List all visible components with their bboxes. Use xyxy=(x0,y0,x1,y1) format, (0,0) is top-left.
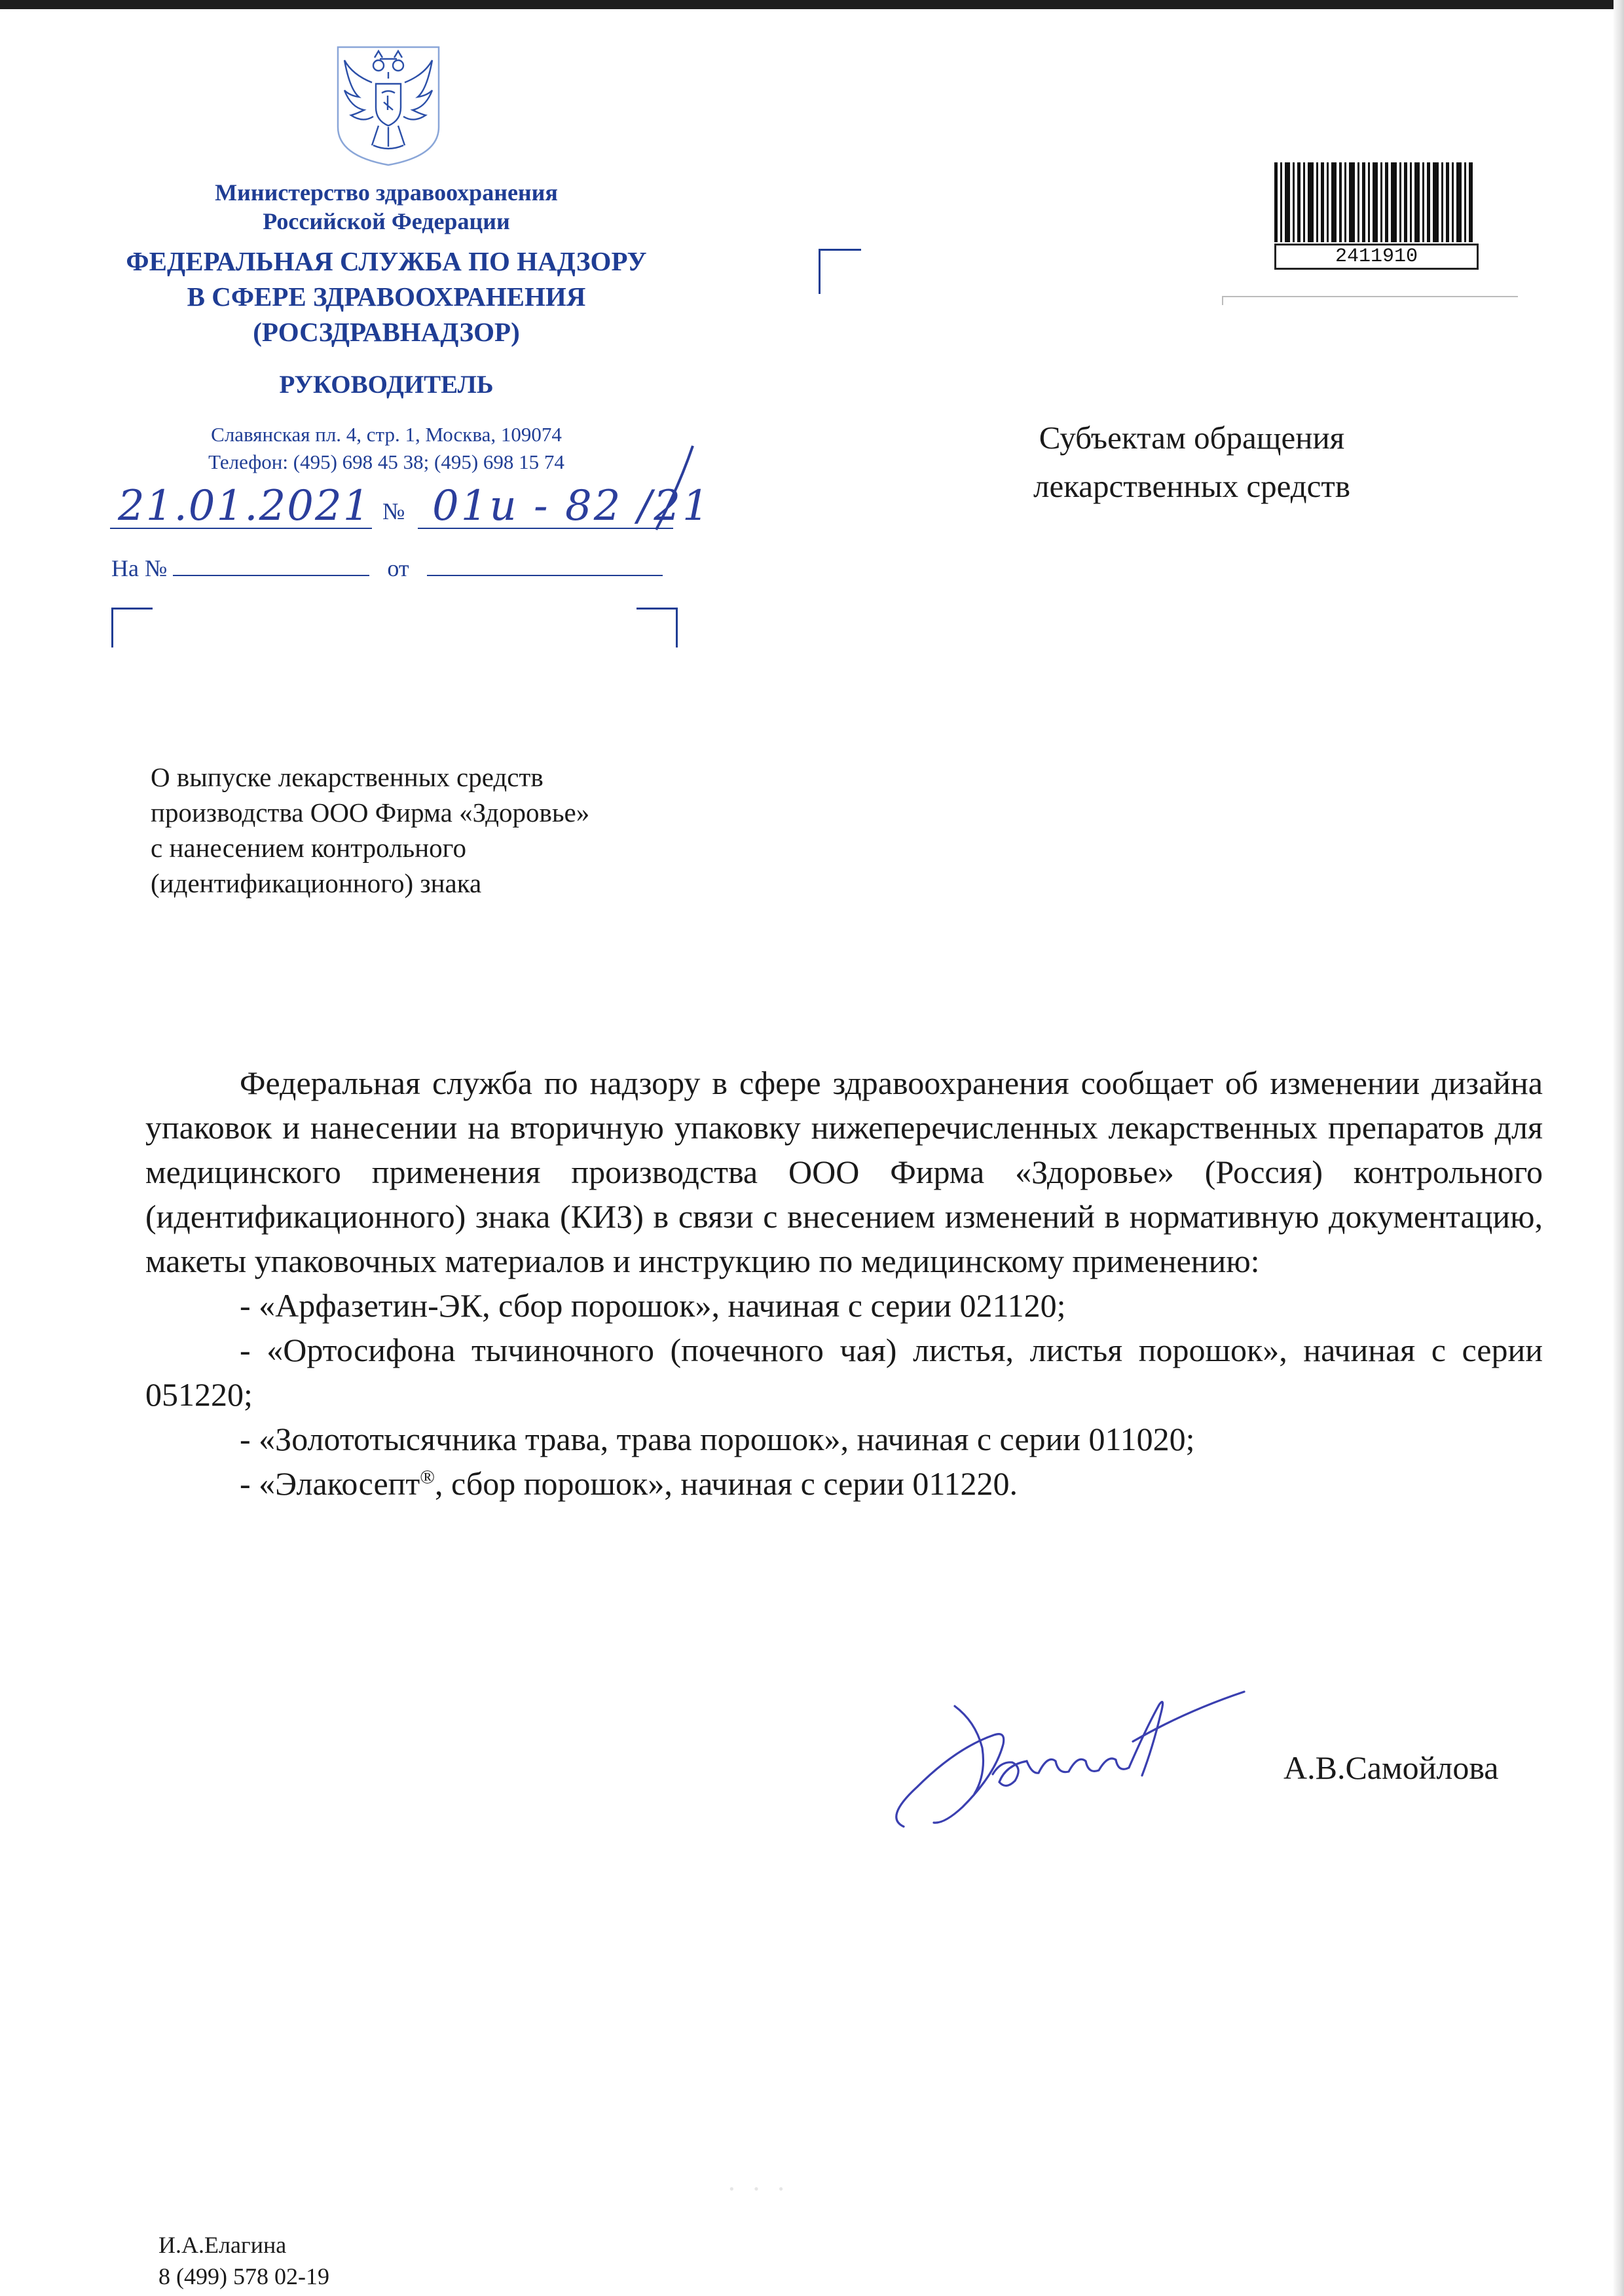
ministry-name xyxy=(98,178,674,236)
russian-coat-of-arms-icon xyxy=(333,43,444,168)
registration-number: 01и - 82 /21 xyxy=(432,482,711,530)
product-item-4 xyxy=(145,1461,1543,1506)
subject-line-2: производства ООО Фирма «Здоровье» xyxy=(151,797,590,828)
phone-line: Телефон: (495) 698 45 38; (495) 698 15 74 xyxy=(208,450,564,473)
body-intro-paragraph: Федеральная служба по надзору в сфере здравоохранения сообщает об изменении дизайна упаковок и нанесении на вторичную упаковку нижеперечисленных лекарственных препаратов для медицинского применения производства ООО Фирма «Здоровье» (Россия) контрольного (идентификационного) знака (КИЗ) в связи с внесением изменений в нормативную документацию, макеты упаковочных материалов и инструкцию по медицинскому применению: xyxy=(145,1065,1543,1279)
signer-name: А.В.Самойлова xyxy=(1283,1749,1499,1786)
product-item-4-name: - «Элакосепт xyxy=(240,1465,420,1502)
letter-body xyxy=(145,1061,1543,1506)
barcode-icon xyxy=(1274,162,1475,247)
registered-trademark-mark: ® xyxy=(420,1466,435,1488)
ministry-line-1: Министерство здравоохранения xyxy=(215,179,558,206)
product-item-4-details: , сбор порошок», начиная с серии 011220. xyxy=(435,1465,1018,1502)
address-corner-left xyxy=(111,608,153,647)
recipient-line-1: Субъектам обращения xyxy=(1039,420,1345,456)
letter-subject xyxy=(151,759,740,901)
recipient-line-2: лекарственных средств xyxy=(1033,468,1350,504)
subject-line-3: с нанесением контрольного xyxy=(151,833,466,863)
scan-top-edge xyxy=(0,0,1624,9)
service-name xyxy=(98,244,674,350)
recipient-corner-mark xyxy=(819,249,861,294)
service-line-3: (РОСЗДРАВНАДЗОР) xyxy=(253,317,520,347)
registration-number-label: № xyxy=(382,498,405,524)
position-title: РУКОВОДИТЕЛЬ xyxy=(279,371,494,399)
executor-name: И.А.Елагина xyxy=(158,2232,287,2258)
scan-right-edge xyxy=(1614,0,1624,2296)
faint-stamp-mark: · · · xyxy=(727,2173,790,2205)
product-item-1: - «Арфазетин-ЭК, сбор порошок», начиная с серии 021120; xyxy=(240,1287,1066,1324)
reply-from-label: от xyxy=(387,555,409,581)
service-line-1: ФЕДЕРАЛЬНАЯ СЛУЖБА ПО НАДЗОРУ xyxy=(126,246,647,276)
registration-underline xyxy=(110,494,692,534)
executor-phone: 8 (499) 578 02-19 xyxy=(158,2263,329,2289)
reply-date-blank xyxy=(427,556,663,576)
registration-date: 21.01.2021 xyxy=(118,482,371,530)
barcode-sticker-edge xyxy=(1222,296,1518,305)
service-line-2: В СФЕРЕ ЗДРАВООХРАНЕНИЯ xyxy=(187,282,586,312)
reply-reference-line xyxy=(111,555,663,582)
contact-block xyxy=(98,421,674,476)
recipient-block xyxy=(982,414,1401,511)
product-item-2: - «Ортосифона тычиночного (почечного чая) листья, листья порошок», начиная с серии 051220; xyxy=(145,1332,1543,1413)
reply-number-label: На № xyxy=(111,555,168,581)
ministry-line-2: Российской Федерации xyxy=(263,208,510,234)
subject-line-1: О выпуске лекарственных средств xyxy=(151,762,544,792)
barcode-number: 2411910 xyxy=(1274,244,1479,270)
reply-number-blank xyxy=(173,556,369,576)
product-item-3: - «Золототысячника трава, трава порошок», начиная с серии 011020; xyxy=(240,1421,1195,1457)
address-corner-right xyxy=(637,608,678,647)
address-line: Славянская пл. 4, стр. 1, Москва, 109074 xyxy=(211,423,562,446)
executor-block xyxy=(158,2229,329,2292)
subject-line-4: (идентификационного) знака xyxy=(151,868,482,898)
handwritten-signature xyxy=(877,1663,1270,1840)
